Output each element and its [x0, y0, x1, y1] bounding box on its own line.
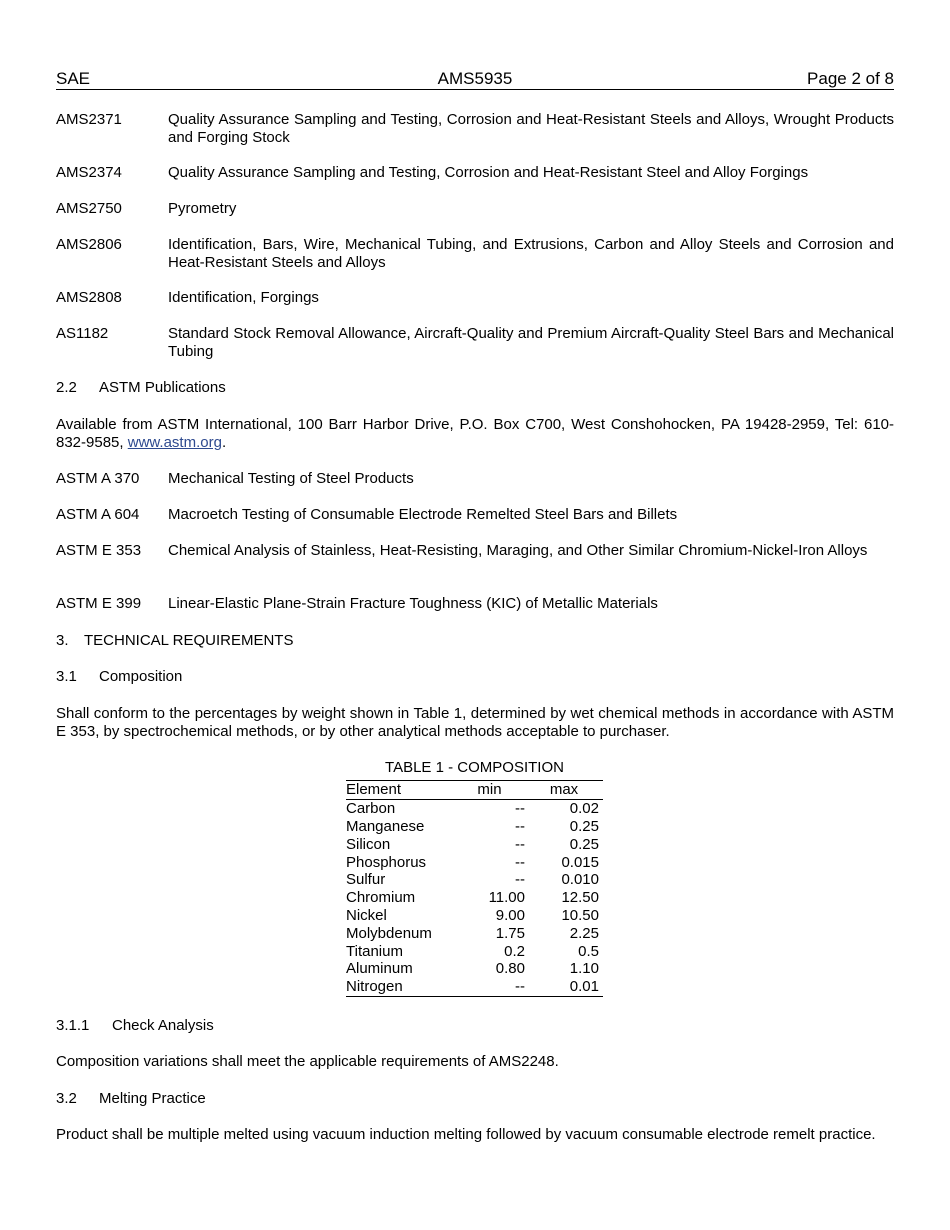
section-title: Melting Practice — [99, 1090, 206, 1107]
element-cell: Nitrogen — [346, 978, 454, 996]
reference-entry — [56, 470, 894, 488]
reference-entry — [56, 325, 894, 361]
table-row — [346, 871, 603, 889]
reference-code: AMS2806 — [56, 236, 122, 253]
element-cell: Sulfur — [346, 871, 386, 889]
reference-code: ASTM E 353 — [56, 542, 142, 559]
min-cell: 11.00 — [488, 889, 525, 907]
reference-title: Quality Assurance Sampling and Testing, Corrosion and Heat-Resistant Steel and Alloy Forgings — [168, 164, 809, 181]
check-analysis-paragraph: Composition variations shall meet the applicable requirements of AMS2248. — [56, 1053, 559, 1070]
section-number: 3.1 — [56, 668, 77, 685]
max-cell: 0.25 — [569, 817, 599, 835]
section-title: Check Analysis — [112, 1017, 214, 1034]
min-cell: -- — [515, 835, 525, 853]
reference-title: Linear-Elastic Plane-Strain Fracture Toughness (KIC) of Metallic Materials — [168, 595, 658, 612]
reference-title: Mechanical Testing of Steel Products — [168, 470, 414, 487]
section-title: Composition — [99, 668, 183, 685]
max-cell: 12.50 — [561, 889, 599, 907]
reference-entry — [56, 200, 894, 218]
table-row — [346, 799, 603, 817]
reference-code: AMS2374 — [56, 164, 122, 181]
reference-title: Identification, Bars, Wire, Mechanical Tubing, and Extrusions, Carbon and Alloy Steels and Corrosion and Heat-Resistant Steels and Alloys — [168, 236, 894, 271]
column-header-min: min — [454, 781, 525, 799]
min-cell: -- — [515, 817, 525, 835]
header-page-number: Page 2 of 8 — [807, 69, 894, 88]
table-row — [346, 978, 603, 996]
table-row — [346, 835, 603, 853]
element-cell: Nickel — [346, 906, 387, 924]
reference-title: Standard Stock Removal Allowance, Aircraft-Quality and Premium Aircraft-Quality Steel Bars and Mechanical Tubing — [168, 325, 894, 360]
element-cell: Carbon — [346, 800, 396, 818]
max-cell: 0.02 — [569, 800, 599, 818]
min-cell: 0.80 — [495, 960, 525, 978]
reference-code: AMS2750 — [56, 200, 122, 217]
table-row — [346, 818, 603, 836]
reference-entry — [56, 506, 894, 524]
max-cell: 0.015 — [561, 853, 599, 871]
astm-website-link[interactable]: www.astm.org — [127, 434, 222, 451]
table-row — [346, 942, 603, 960]
table-row — [346, 907, 603, 925]
reference-code: AS1182 — [56, 325, 109, 342]
reference-title: Identification, Forgings — [168, 289, 319, 306]
reference-entry — [56, 595, 894, 613]
min-cell: -- — [515, 978, 525, 996]
astm-availability-paragraph — [56, 416, 894, 452]
table-row — [346, 924, 603, 942]
element-cell: Silicon — [346, 835, 391, 853]
section-heading-2-2 — [56, 379, 226, 397]
table-row — [346, 889, 603, 907]
min-cell: -- — [515, 800, 525, 818]
element-cell: Chromium — [346, 889, 416, 907]
reference-entry — [56, 111, 894, 147]
reference-code: ASTM A 370 — [56, 470, 140, 487]
page-header — [56, 69, 894, 90]
section-title: ASTM Publications — [99, 379, 226, 396]
max-cell: 0.5 — [578, 942, 599, 960]
section-number: 3.1.1 — [56, 1017, 90, 1034]
element-cell: Aluminum — [346, 960, 413, 978]
min-cell: 0.2 — [504, 942, 525, 960]
reference-entry — [56, 236, 894, 272]
max-cell: 2.25 — [569, 924, 599, 942]
max-cell: 0.010 — [561, 871, 599, 889]
min-cell: -- — [515, 853, 525, 871]
reference-title: Pyrometry — [168, 200, 237, 217]
reference-code: AMS2371 — [56, 111, 122, 128]
reference-entry — [56, 542, 894, 560]
section-title: TECHNICAL REQUIREMENTS — [84, 632, 294, 649]
astm-address-end: . — [221, 434, 227, 451]
composition-table — [346, 759, 603, 997]
reference-title: Quality Assurance Sampling and Testing, Corrosion and Heat-Resistant Steels and Alloys, Wrought Products and Forging Stock — [168, 111, 894, 146]
melting-practice-paragraph: Product shall be multiple melted using vacuum induction melting followed by vacuum consumable electrode remelt practice. — [56, 1126, 876, 1143]
header-doc-id: AMS5935 — [437, 69, 513, 88]
column-header-element: Element — [346, 781, 454, 799]
min-cell: -- — [515, 871, 525, 889]
table-header-row — [346, 781, 603, 799]
header-org: SAE — [56, 69, 91, 88]
reference-entry — [56, 164, 894, 182]
section-heading-3-2 — [56, 1090, 206, 1108]
reference-entry — [56, 289, 894, 307]
section-heading-3-1 — [56, 668, 182, 686]
composition-paragraph: Shall conform to the percentages by weight shown in Table 1, determined by wet chemical methods in accordance with ASTM E 353, by spectrochemical methods, or by other analytical methods acceptable to purchaser. — [56, 705, 894, 740]
astm-address-text: Available from ASTM International, 100 Barr Harbor Drive, P.O. Box C700, West Conshohocken, PA 19428-2959, Tel: 610-832-9585, — [56, 416, 894, 451]
section-number: 3. — [56, 632, 69, 649]
reference-title: Chemical Analysis of Stainless, Heat-Resisting, Maraging, and Other Similar Chromium-Nickel-Iron Alloys — [168, 542, 868, 559]
reference-code: AMS2808 — [56, 289, 122, 306]
composition-grid — [346, 781, 603, 997]
max-cell: 0.01 — [569, 978, 599, 996]
element-cell: Phosphorus — [346, 853, 427, 871]
table-row — [346, 960, 603, 978]
reference-code: ASTM A 604 — [56, 506, 140, 523]
element-cell: Titanium — [346, 942, 403, 960]
column-header-max: max — [525, 781, 603, 799]
element-cell: Molybdenum — [346, 924, 432, 942]
element-cell: Manganese — [346, 817, 425, 835]
section-heading-3 — [56, 632, 293, 650]
max-cell: 0.25 — [569, 835, 599, 853]
min-cell: 9.00 — [495, 906, 525, 924]
max-cell: 10.50 — [561, 906, 599, 924]
max-cell: 1.10 — [569, 960, 599, 978]
section-number: 2.2 — [56, 379, 77, 396]
table-caption: TABLE 1 - COMPOSITION — [346, 759, 603, 781]
section-heading-3-1-1 — [56, 1017, 214, 1035]
reference-code: ASTM E 399 — [56, 595, 142, 612]
min-cell: 1.75 — [495, 924, 525, 942]
section-number: 3.2 — [56, 1090, 77, 1107]
reference-title: Macroetch Testing of Consumable Electrode Remelted Steel Bars and Billets — [168, 506, 678, 523]
table-row — [346, 853, 603, 871]
